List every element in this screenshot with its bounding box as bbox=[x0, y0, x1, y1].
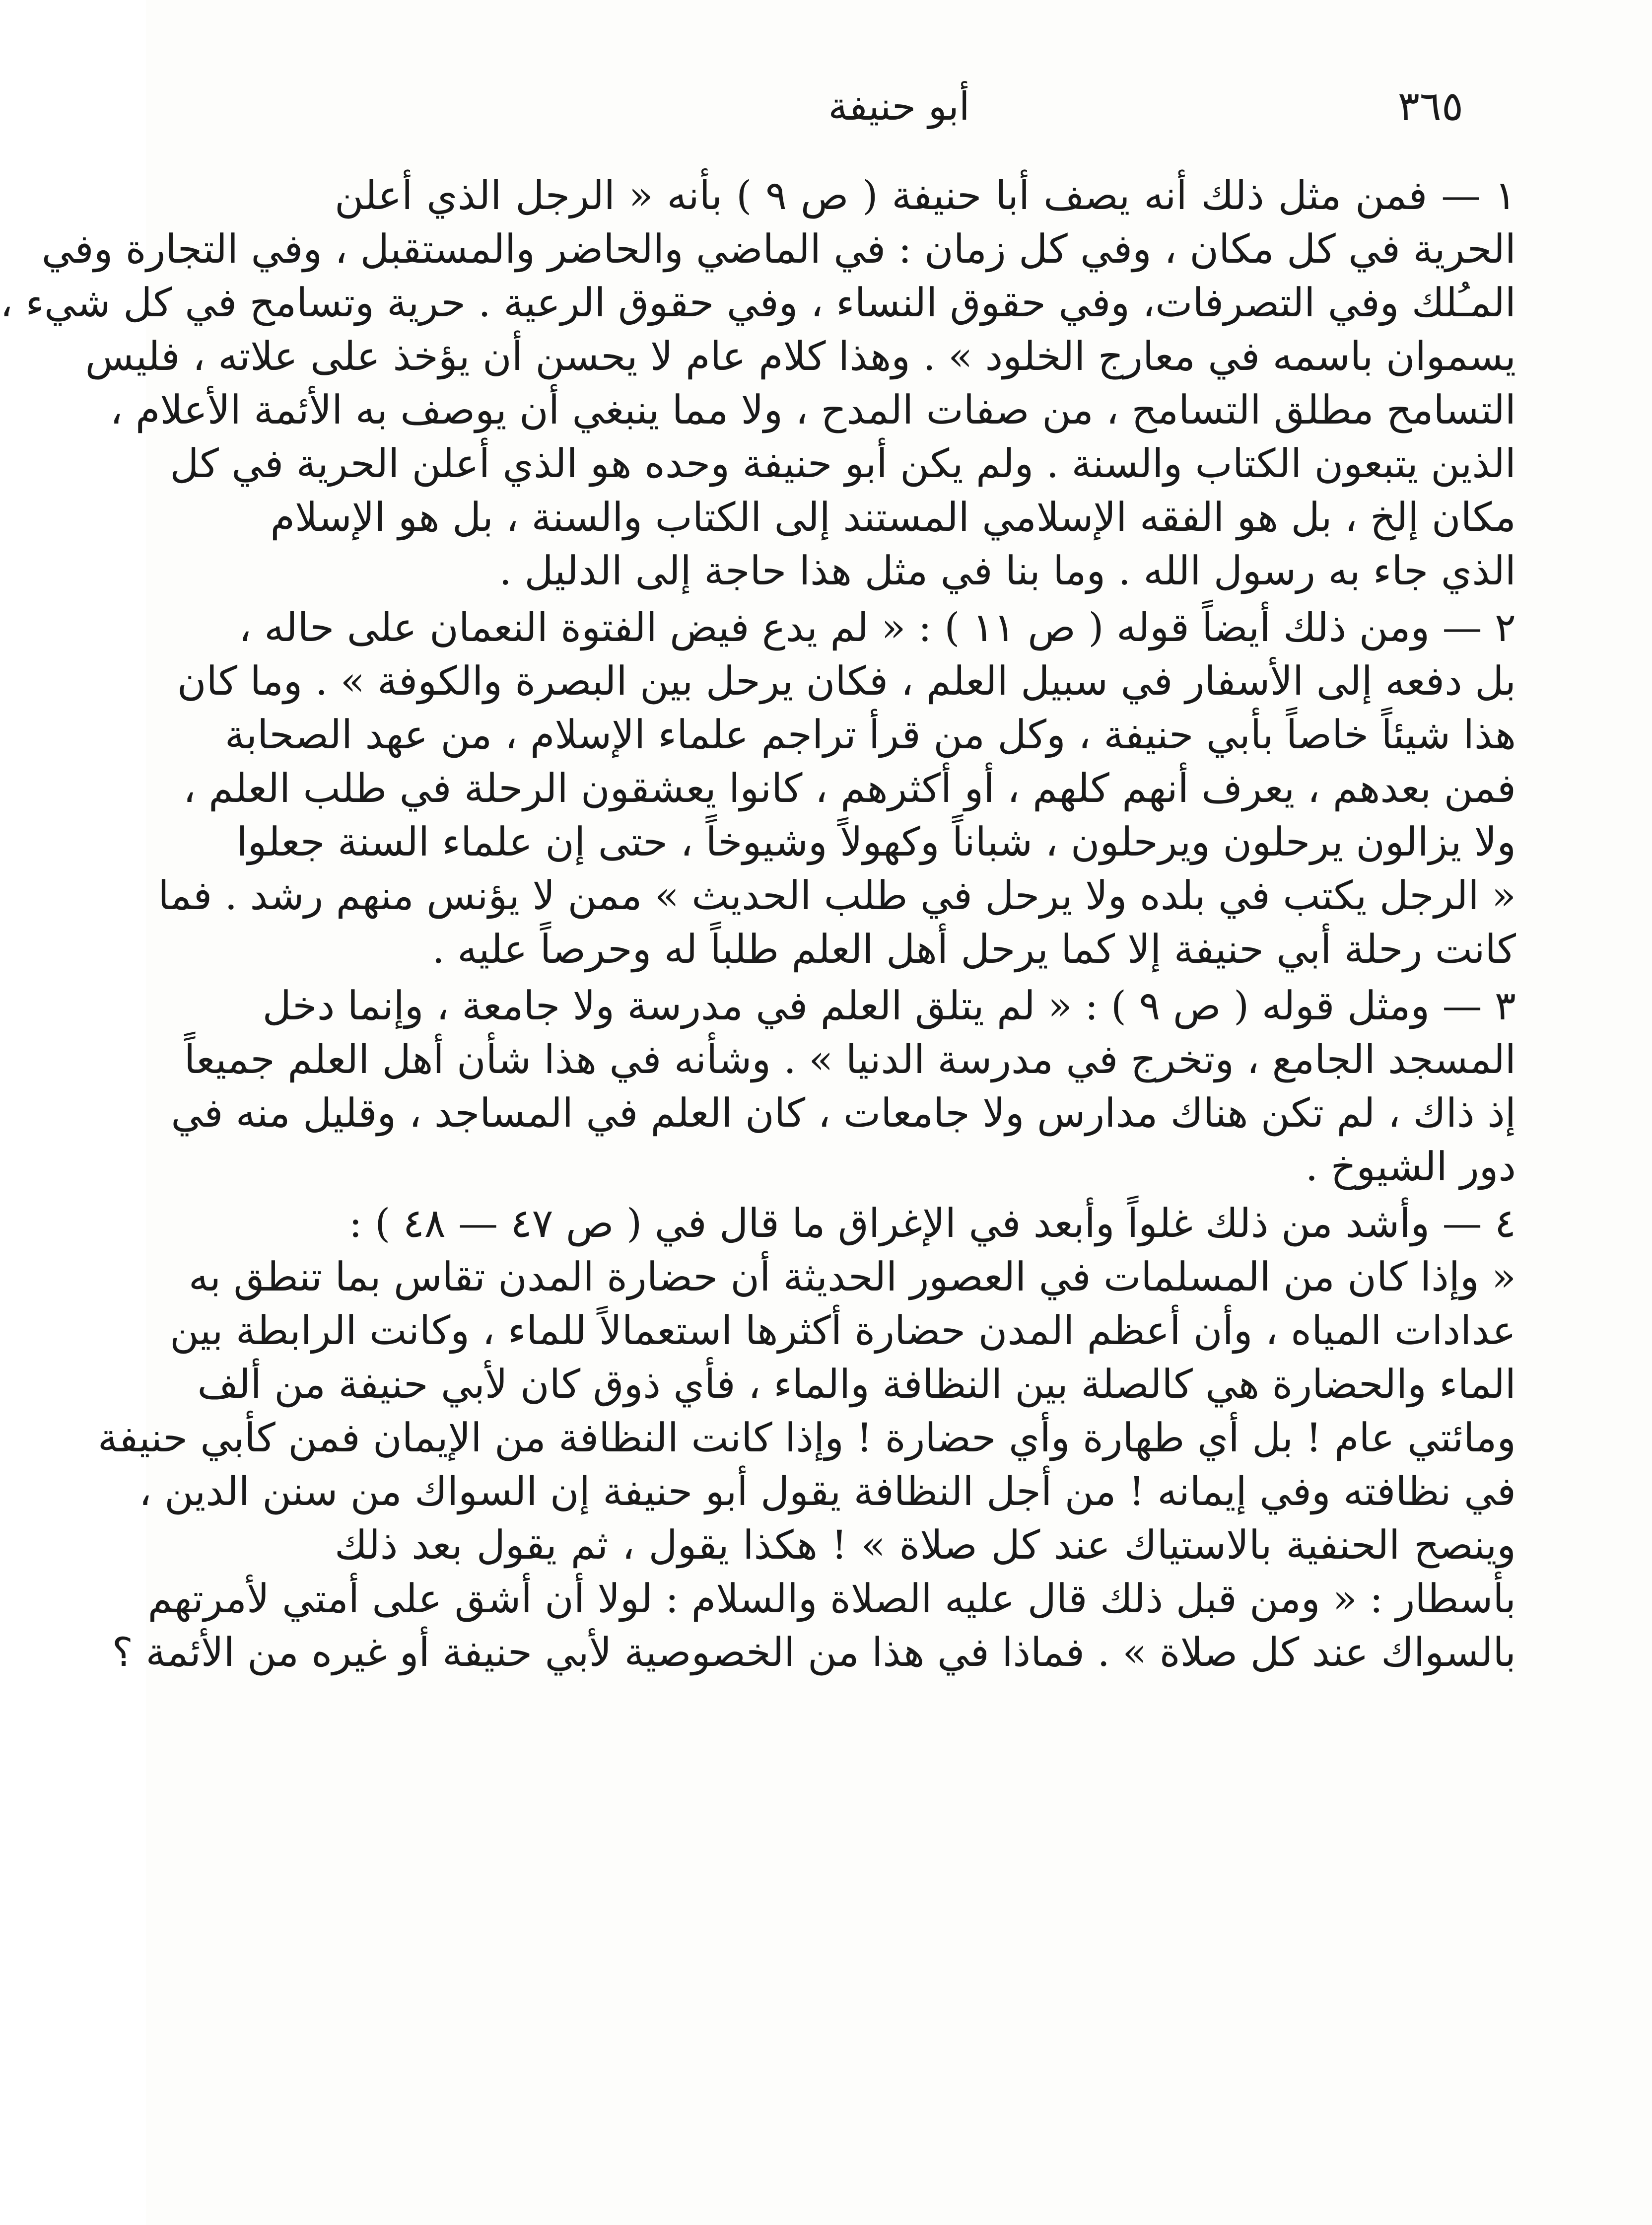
text-line: كانت رحلة أبي حنيفة إلا كما يرحل أهل العلم طلباً له وحرصاً عليه . bbox=[432, 926, 1516, 972]
page-number: ٣٦٥ bbox=[1397, 83, 1463, 130]
text-line: ٤ — وأشد من ذلك غلواً وأبعد في الإغراق ما قال في ( ص ٤٧ — ٤٨ ) : bbox=[348, 1200, 1516, 1246]
running-title: أبو حنيفة bbox=[828, 84, 970, 129]
text-line: فمن بعدهم ، يعرف أنهم كلهم ، أو أكثرهم ، كانوا يعشقون الرحلة في طلب العلم ، bbox=[183, 765, 1516, 811]
text-line: في نظافته وفي إيمانه ! من أجل النظافة يقول أبو حنيفة إن السواك من سنن الدين ، bbox=[138, 1468, 1516, 1514]
text-line: الحرية في كل مكان ، وفي كل زمان : في الماضي والحاضر والمستقبل ، وفي التجارة وفي bbox=[41, 226, 1516, 272]
text-line: مكان إلخ ، بل هو الفقه الإسلامي المستند إلى الكتاب والسنة ، بل هو الإسلام bbox=[270, 494, 1516, 540]
text-line: الذي جاء به رسول الله . وما بنا في مثل هذا حاجة إلى الدليل . bbox=[499, 548, 1516, 594]
text-line: الذين يتبعون الكتاب والسنة . ولم يكن أبو حنيفة وحده هو الذي أعلن الحرية في كل bbox=[170, 440, 1516, 487]
text-line: المـُلك وفي التصرفات، وفي حقوق النساء ، وفي حقوق الرعية . حرية وتسامح في كل شيء ، bbox=[0, 280, 1516, 326]
page-header bbox=[335, 74, 1463, 139]
text-line: وينصح الحنفية بالاستياك عند كل صلاة » ! هكذا يقول ، ثم يقول بعد ذلك bbox=[335, 1522, 1516, 1568]
text-line: عدادات المياه ، وأن أعظم المدن حضارة أكثرها استعمالاً للماء ، وكانت الرابطة بين bbox=[170, 1307, 1516, 1354]
text-line: ومائتي عام ! بل أي طهارة وأي حضارة ! وإذا كانت النظافة من الإيمان فمن كأبي حنيفة bbox=[97, 1415, 1516, 1461]
page-body bbox=[0, 169, 1516, 1679]
text-line: المسجد الجامع ، وتخرج في مدرسة الدنيا » . وشأنه في هذا شأن أهل العلم جميعاً bbox=[184, 1036, 1516, 1082]
text-line: « وإذا كان من المسلمات في العصور الحديثة أن حضارة المدن تقاس بما تنطق به bbox=[188, 1254, 1516, 1300]
text-line: ٣ — ومثل قوله ( ص ٩ ) : « لم يتلق العلم في مدرسة ولا جامعة ، وإنما دخل bbox=[262, 983, 1516, 1029]
text-line: بأسطار : « ومن قبل ذلك قال عليه الصلاة والسلام : لولا أن أشق على أمتي لأمرتهم bbox=[147, 1576, 1516, 1622]
text-line: هذا شيئاً خاصاً بأبي حنيفة ، وكل من قرأ تراجم علماء الإسلام ، من عهد الصحابة bbox=[224, 712, 1516, 758]
text-line: الماء والحضارة هي كالصلة بين النظافة والماء ، فأي ذوق كان لأبي حنيفة من ألف bbox=[197, 1361, 1516, 1407]
text-line: دور الشيوخ . bbox=[1305, 1144, 1516, 1190]
text-line: إذ ذاك ، لم تكن هناك مدارس ولا جامعات ، كان العلم في المساجد ، وقليل منه في bbox=[171, 1090, 1516, 1136]
text-line: « الرجل يكتب في بلده ولا يرحل في طلب الحديث » ممن لا يؤنس منهم رشد . فما bbox=[158, 872, 1516, 919]
text-line: ٢ — ومن ذلك أيضاً قوله ( ص ١١ ) : « لم يدع فيض الفتوة النعمان على حاله ، bbox=[239, 604, 1516, 650]
text-line: بل دفعه إلى الأسفار في سبيل العلم ، فكان يرحل بين البصرة والكوفة » . وما كان bbox=[177, 658, 1516, 704]
text-line: بالسواك عند كل صلاة » . فماذا في هذا من الخصوصية لأبي حنيفة أو غيره من الأئمة ؟ bbox=[112, 1629, 1516, 1675]
text-line: التسامح مطلق التسامح ، من صفات المدح ، ولا مما ينبغي أن يوصف به الأئمة الأعلام ، bbox=[110, 387, 1516, 433]
text-line: يسموان باسمه في معارج الخلود » . وهذا كلام عام لا يحسن أن يؤخذ على علاته ، فليس bbox=[85, 333, 1516, 379]
text-line: ولا يزالون يرحلون ويرحلون ، شباناً وكهولاً وشيوخاً ، حتى إن علماء السنة جعلوا bbox=[236, 819, 1516, 865]
text-line: ١ — فمن مثل ذلك أنه يصف أبا حنيفة ( ص ٩ ) بأنه « الرجل الذي أعلن bbox=[335, 172, 1516, 218]
